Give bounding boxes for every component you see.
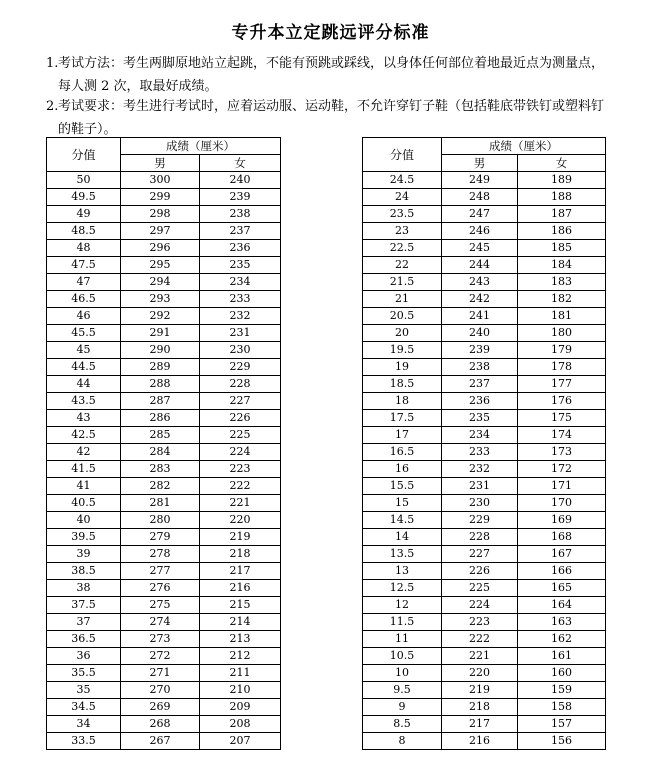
cell-score: 14 [363, 529, 442, 546]
cell-female: 184 [518, 257, 606, 274]
cell-male: 229 [442, 512, 518, 529]
table-row [47, 325, 281, 342]
table-row [363, 410, 606, 427]
cell-female: 221 [200, 495, 281, 512]
cell-male: 225 [442, 580, 518, 597]
cell-male: 228 [442, 529, 518, 546]
header-female: 女 [200, 155, 281, 172]
cell-male: 300 [121, 172, 200, 189]
cell-male: 284 [121, 444, 200, 461]
cell-male: 295 [121, 257, 200, 274]
cell-male: 233 [442, 444, 518, 461]
table-row [47, 223, 281, 240]
cell-score: 17.5 [363, 410, 442, 427]
cell-female: 220 [200, 512, 281, 529]
cell-male: 293 [121, 291, 200, 308]
cell-male: 288 [121, 376, 200, 393]
table-row [47, 172, 281, 189]
cell-male: 283 [121, 461, 200, 478]
cell-male: 292 [121, 308, 200, 325]
cell-female: 180 [518, 325, 606, 342]
cell-female: 215 [200, 597, 281, 614]
cell-male: 218 [442, 699, 518, 716]
cell-female: 163 [518, 614, 606, 631]
cell-score: 15.5 [363, 478, 442, 495]
cell-male: 285 [121, 427, 200, 444]
cell-female: 169 [518, 512, 606, 529]
cell-female: 233 [200, 291, 281, 308]
cell-female: 212 [200, 648, 281, 665]
cell-female: 234 [200, 274, 281, 291]
cell-female: 158 [518, 699, 606, 716]
cell-female: 229 [200, 359, 281, 376]
cell-male: 237 [442, 376, 518, 393]
table-row [363, 444, 606, 461]
table-row [363, 699, 606, 716]
table-row [47, 682, 281, 699]
cell-score: 34.5 [47, 699, 121, 716]
cell-score: 44 [47, 376, 121, 393]
table-row [47, 563, 281, 580]
score-table-left [46, 137, 281, 750]
table-row [47, 427, 281, 444]
cell-female: 223 [200, 461, 281, 478]
table-row [363, 342, 606, 359]
table-row [47, 308, 281, 325]
cell-score: 24.5 [363, 172, 442, 189]
cell-male: 298 [121, 206, 200, 223]
cell-male: 231 [442, 478, 518, 495]
cell-score: 45 [47, 342, 121, 359]
page-title: 专升本立定跳远评分标准 [231, 23, 430, 43]
cell-score: 33.5 [47, 733, 121, 750]
cell-female: 157 [518, 716, 606, 733]
table-row [363, 291, 606, 308]
table-row [47, 614, 281, 631]
cell-female: 187 [518, 206, 606, 223]
cell-score: 23.5 [363, 206, 442, 223]
table-row [47, 189, 281, 206]
cell-score: 22.5 [363, 240, 442, 257]
table-row [363, 597, 606, 614]
cell-male: 222 [442, 631, 518, 648]
cell-male: 240 [442, 325, 518, 342]
cell-score: 40.5 [47, 495, 121, 512]
cell-male: 242 [442, 291, 518, 308]
cell-female: 182 [518, 291, 606, 308]
cell-female: 236 [200, 240, 281, 257]
cell-female: 156 [518, 733, 606, 750]
cell-male: 281 [121, 495, 200, 512]
table-row [363, 682, 606, 699]
cell-score: 38 [47, 580, 121, 597]
header-result: 成绩（厘米） [442, 138, 606, 155]
cell-female: 207 [200, 733, 281, 750]
cell-female: 164 [518, 597, 606, 614]
cell-male: 234 [442, 427, 518, 444]
cell-score: 10 [363, 665, 442, 682]
table-row [47, 376, 281, 393]
cell-score: 18 [363, 393, 442, 410]
cell-female: 235 [200, 257, 281, 274]
cell-male: 247 [442, 206, 518, 223]
cell-female: 160 [518, 665, 606, 682]
cell-score: 11 [363, 631, 442, 648]
rule-text: 考试方法：考生两脚原地站立起跳，不能有预跳或踩线，以身体任何部位着地最近点为测量点，每人测 2 次，取最好成绩。 [58, 56, 605, 94]
cell-score: 48 [47, 240, 121, 257]
cell-male: 227 [442, 546, 518, 563]
cell-score: 41 [47, 478, 121, 495]
rule-text: 考试要求：考生进行考试时，应着运动服、运动鞋，不允许穿钉子鞋（包括鞋底带铁钉或塑料钉的鞋子）。 [58, 99, 605, 137]
cell-score: 23 [363, 223, 442, 240]
table-row [47, 444, 281, 461]
cell-male: 270 [121, 682, 200, 699]
cell-score: 8 [363, 733, 442, 750]
cell-score: 9.5 [363, 682, 442, 699]
cell-male: 217 [442, 716, 518, 733]
cell-female: 232 [200, 308, 281, 325]
cell-female: 230 [200, 342, 281, 359]
header-result: 成绩（厘米） [121, 138, 281, 155]
cell-male: 221 [442, 648, 518, 665]
cell-score: 11.5 [363, 614, 442, 631]
cell-male: 238 [442, 359, 518, 376]
cell-female: 222 [200, 478, 281, 495]
table-row [363, 274, 606, 291]
cell-female: 219 [200, 529, 281, 546]
cell-female: 217 [200, 563, 281, 580]
cell-female: 183 [518, 274, 606, 291]
cell-female: 228 [200, 376, 281, 393]
cell-female: 238 [200, 206, 281, 223]
table-row [47, 274, 281, 291]
cell-score: 17 [363, 427, 442, 444]
cell-male: 216 [442, 733, 518, 750]
cell-score: 36.5 [47, 631, 121, 648]
cell-score: 37 [47, 614, 121, 631]
cell-female: 177 [518, 376, 606, 393]
table-row [363, 495, 606, 512]
cell-score: 10.5 [363, 648, 442, 665]
rule-number: 1. [46, 56, 59, 71]
cell-score: 45.5 [47, 325, 121, 342]
cell-score: 48.5 [47, 223, 121, 240]
table-row [363, 631, 606, 648]
header-male: 男 [121, 155, 200, 172]
cell-male: 224 [442, 597, 518, 614]
table-row [47, 410, 281, 427]
cell-score: 22 [363, 257, 442, 274]
cell-male: 294 [121, 274, 200, 291]
table-row [363, 223, 606, 240]
cell-male: 297 [121, 223, 200, 240]
cell-female: 185 [518, 240, 606, 257]
rule-number: 2. [46, 99, 59, 114]
cell-male: 296 [121, 240, 200, 257]
table-row [363, 546, 606, 563]
cell-score: 34 [47, 716, 121, 733]
cell-male: 279 [121, 529, 200, 546]
header-male: 男 [442, 155, 518, 172]
table-row [363, 308, 606, 325]
cell-female: 179 [518, 342, 606, 359]
score-table-right [362, 137, 606, 750]
cell-score: 44.5 [47, 359, 121, 376]
cell-male: 245 [442, 240, 518, 257]
cell-female: 189 [518, 172, 606, 189]
cell-female: 213 [200, 631, 281, 648]
table-row [363, 359, 606, 376]
cell-female: 214 [200, 614, 281, 631]
cell-score: 19.5 [363, 342, 442, 359]
header-score: 分值 [363, 138, 442, 172]
cell-female: 168 [518, 529, 606, 546]
cell-female: 159 [518, 682, 606, 699]
cell-score: 19 [363, 359, 442, 376]
cell-score: 13.5 [363, 546, 442, 563]
cell-female: 175 [518, 410, 606, 427]
cell-score: 20 [363, 325, 442, 342]
cell-score: 9 [363, 699, 442, 716]
cell-score: 35 [47, 682, 121, 699]
cell-score: 46.5 [47, 291, 121, 308]
table-row [47, 529, 281, 546]
cell-score: 21 [363, 291, 442, 308]
cell-female: 167 [518, 546, 606, 563]
cell-female: 162 [518, 631, 606, 648]
header-female: 女 [518, 155, 606, 172]
cell-score: 18.5 [363, 376, 442, 393]
cell-female: 224 [200, 444, 281, 461]
cell-male: 272 [121, 648, 200, 665]
cell-male: 276 [121, 580, 200, 597]
cell-female: 231 [200, 325, 281, 342]
table-row [363, 648, 606, 665]
cell-female: 239 [200, 189, 281, 206]
table-row [47, 291, 281, 308]
cell-score: 36 [47, 648, 121, 665]
cell-score: 20.5 [363, 308, 442, 325]
cell-female: 208 [200, 716, 281, 733]
cell-male: 280 [121, 512, 200, 529]
cell-female: 237 [200, 223, 281, 240]
cell-male: 249 [442, 172, 518, 189]
cell-score: 38.5 [47, 563, 121, 580]
table-row [363, 529, 606, 546]
cell-score: 49.5 [47, 189, 121, 206]
cell-male: 271 [121, 665, 200, 682]
cell-score: 43 [47, 410, 121, 427]
cell-male: 287 [121, 393, 200, 410]
cell-male: 267 [121, 733, 200, 750]
table-row [363, 478, 606, 495]
table-row [47, 206, 281, 223]
cell-male: 290 [121, 342, 200, 359]
cell-male: 286 [121, 410, 200, 427]
cell-score: 46 [47, 308, 121, 325]
cell-female: 227 [200, 393, 281, 410]
table-row [363, 665, 606, 682]
cell-male: 277 [121, 563, 200, 580]
cell-score: 47.5 [47, 257, 121, 274]
cell-male: 220 [442, 665, 518, 682]
cell-female: 240 [200, 172, 281, 189]
table-row [363, 206, 606, 223]
cell-score: 16.5 [363, 444, 442, 461]
cell-male: 239 [442, 342, 518, 359]
table-row [363, 376, 606, 393]
table-row [47, 733, 281, 750]
cell-score: 43.5 [47, 393, 121, 410]
cell-male: 232 [442, 461, 518, 478]
table-row [47, 580, 281, 597]
cell-score: 12.5 [363, 580, 442, 597]
table-row [47, 461, 281, 478]
cell-score: 16 [363, 461, 442, 478]
table-row [47, 716, 281, 733]
rule-item-2 [46, 95, 611, 141]
cell-male: 223 [442, 614, 518, 631]
cell-male: 299 [121, 189, 200, 206]
cell-female: 176 [518, 393, 606, 410]
table-row [363, 189, 606, 206]
cell-female: 178 [518, 359, 606, 376]
cell-female: 188 [518, 189, 606, 206]
cell-male: 248 [442, 189, 518, 206]
table-row [47, 257, 281, 274]
cell-score: 13 [363, 563, 442, 580]
table-row [47, 342, 281, 359]
cell-score: 39.5 [47, 529, 121, 546]
cell-male: 273 [121, 631, 200, 648]
table-row [363, 733, 606, 750]
cell-female: 181 [518, 308, 606, 325]
cell-score: 8.5 [363, 716, 442, 733]
cell-male: 244 [442, 257, 518, 274]
cell-male: 268 [121, 716, 200, 733]
cell-male: 219 [442, 682, 518, 699]
table-row [363, 512, 606, 529]
table-row [47, 240, 281, 257]
cell-score: 21.5 [363, 274, 442, 291]
cell-score: 41.5 [47, 461, 121, 478]
table-row [47, 393, 281, 410]
table-row [363, 716, 606, 733]
cell-female: 211 [200, 665, 281, 682]
cell-score: 12 [363, 597, 442, 614]
cell-score: 24 [363, 189, 442, 206]
cell-female: 174 [518, 427, 606, 444]
cell-male: 243 [442, 274, 518, 291]
cell-female: 186 [518, 223, 606, 240]
cell-male: 291 [121, 325, 200, 342]
cell-male: 241 [442, 308, 518, 325]
cell-female: 170 [518, 495, 606, 512]
table-row [363, 257, 606, 274]
header-score: 分值 [47, 138, 121, 172]
cell-score: 14.5 [363, 512, 442, 529]
cell-score: 42 [47, 444, 121, 461]
table-row [47, 648, 281, 665]
table-row [47, 631, 281, 648]
cell-score: 49 [47, 206, 121, 223]
cell-male: 246 [442, 223, 518, 240]
cell-score: 39 [47, 546, 121, 563]
cell-score: 40 [47, 512, 121, 529]
cell-score: 42.5 [47, 427, 121, 444]
cell-male: 275 [121, 597, 200, 614]
table-row [47, 546, 281, 563]
table-row [47, 665, 281, 682]
cell-female: 173 [518, 444, 606, 461]
cell-female: 161 [518, 648, 606, 665]
cell-score: 15 [363, 495, 442, 512]
cell-female: 171 [518, 478, 606, 495]
cell-score: 35.5 [47, 665, 121, 682]
table-row [47, 359, 281, 376]
table-row [47, 512, 281, 529]
cell-score: 47 [47, 274, 121, 291]
table-row [47, 478, 281, 495]
cell-male: 278 [121, 546, 200, 563]
table-row [363, 427, 606, 444]
cell-score: 37.5 [47, 597, 121, 614]
cell-female: 226 [200, 410, 281, 427]
table-row [363, 580, 606, 597]
cell-male: 226 [442, 563, 518, 580]
cell-female: 225 [200, 427, 281, 444]
table-row [363, 172, 606, 189]
cell-male: 236 [442, 393, 518, 410]
table-row [363, 240, 606, 257]
cell-male: 269 [121, 699, 200, 716]
table-row [47, 495, 281, 512]
cell-female: 218 [200, 546, 281, 563]
cell-female: 165 [518, 580, 606, 597]
cell-female: 172 [518, 461, 606, 478]
table-row [363, 461, 606, 478]
cell-male: 282 [121, 478, 200, 495]
cell-male: 230 [442, 495, 518, 512]
table-row [47, 597, 281, 614]
table-row [363, 614, 606, 631]
cell-score: 50 [47, 172, 121, 189]
table-row [363, 393, 606, 410]
rule-item-1 [46, 52, 611, 98]
table-row [363, 563, 606, 580]
table-row [363, 325, 606, 342]
cell-female: 216 [200, 580, 281, 597]
cell-female: 209 [200, 699, 281, 716]
cell-male: 274 [121, 614, 200, 631]
cell-female: 210 [200, 682, 281, 699]
cell-male: 235 [442, 410, 518, 427]
table-row [47, 699, 281, 716]
cell-female: 166 [518, 563, 606, 580]
cell-male: 289 [121, 359, 200, 376]
